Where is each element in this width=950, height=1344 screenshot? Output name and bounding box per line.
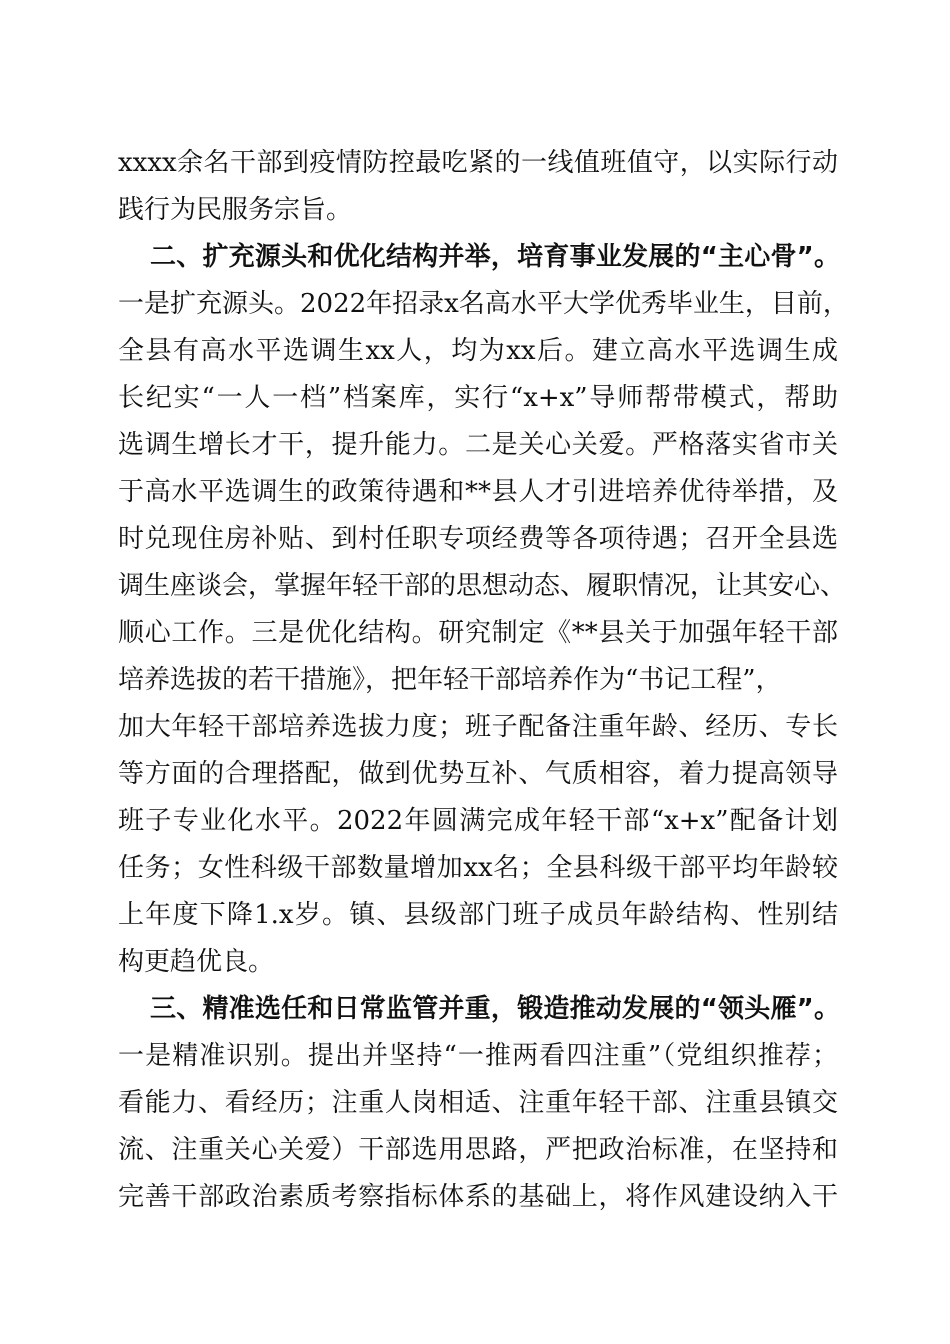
text-line: 构更趋优良。 [118, 947, 275, 977]
text-line: 于高水平选调生的政策待遇和**县人才引进培养优待举措，及 [118, 477, 838, 507]
text-line: 等方面的合理搭配，做到优势互补、气质相容，着力提高领导 [118, 759, 838, 789]
text-line: 上年度下降1.x岁。镇、县级部门班子成员年龄结构、性别结 [118, 900, 838, 930]
text-line: 班子专业化水平。2022年圆满完成年轻干部“x+x”配备计划 [118, 806, 838, 836]
text-line: 看能力、看经历；注重人岗相适、注重年轻干部、注重县镇交 [118, 1088, 838, 1118]
text-line: 选调生增长才干，提升能力。二是关心关爱。严格落实省市关 [118, 430, 838, 460]
text-line: 完善干部政治素质考察指标体系的基础上，将作风建设纳入干 [118, 1182, 838, 1212]
section-heading-2: 二、扩充源头和优化结构并举，培育事业发展的“主心骨”。 [150, 242, 840, 272]
text-line: 流、注重关心关爱）干部选用思路，严把政治标准，在坚持和 [118, 1135, 838, 1165]
text-line: 培养选拔的若干措施》，把年轻干部培养作为“书记工程”， [118, 665, 782, 695]
text-line: 任务；女性科级干部数量增加xx名；全县科级干部平均年龄较 [118, 853, 838, 883]
text-line: 一是精准识别。提出并坚持“一推两看四注重”（党组织推荐； [118, 1041, 838, 1071]
text-line: 践行为民服务宗旨。 [118, 195, 353, 225]
text-line: 时兑现住房补贴、到村任职专项经费等各项待遇；召开全县选 [118, 524, 838, 554]
text-line: xxxx余名干部到疫情防控最吃紧的一线值班值守，以实际行动 [118, 148, 838, 178]
text-line: 加大年轻干部培养选拔力度；班子配备注重年龄、经历、专长 [118, 712, 838, 742]
section-heading-3: 三、精准选任和日常监管并重，锻造推动发展的“领头雁”。 [150, 994, 840, 1024]
text-line: 全县有高水平选调生xx人，均为xx后。建立高水平选调生成 [118, 336, 838, 366]
text-line: 长纪实“一人一档”档案库，实行“x+x”导师帮带模式，帮助 [118, 383, 838, 413]
text-line: 一是扩充源头。2022年招录x名高水平大学优秀毕业生，目前， [118, 289, 849, 319]
text-line: 调生座谈会，掌握年轻干部的思想动态、履职情况，让其安心、 [118, 571, 847, 601]
text-line: 顺心工作。三是优化结构。研究制定《**县关于加强年轻干部 [118, 618, 838, 648]
